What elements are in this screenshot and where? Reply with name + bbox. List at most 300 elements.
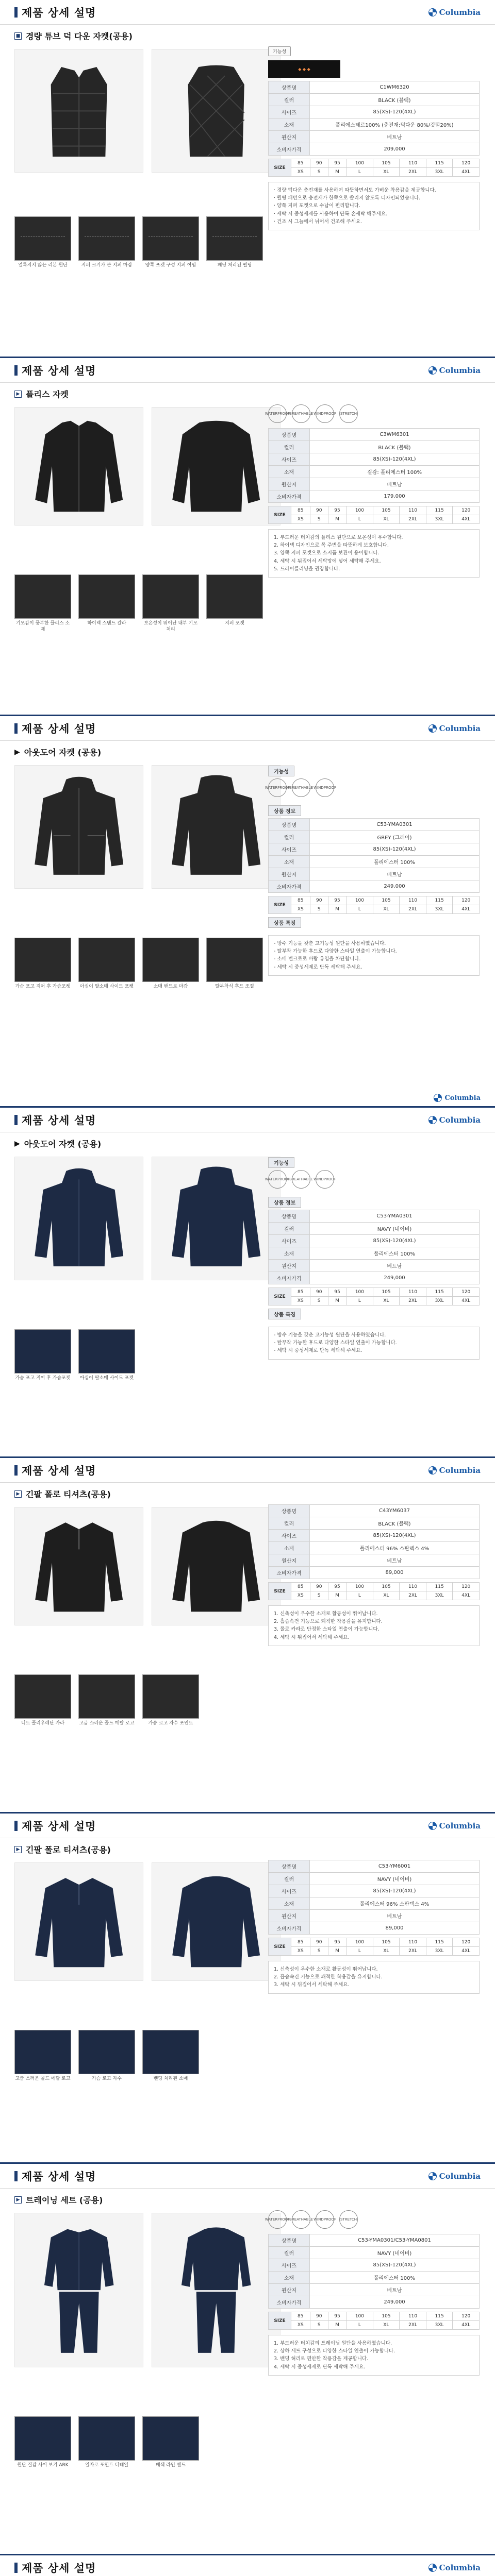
product-notes — [268, 1605, 480, 1646]
spec-panel — [268, 46, 480, 230]
size-label-cell: 3XL — [426, 515, 453, 524]
size-label-cell: M — [328, 1591, 346, 1600]
product-section-5 — [0, 1458, 495, 1814]
size-label-cell: 4XL — [453, 515, 480, 524]
vest-back-icon — [165, 58, 267, 164]
size-label-cell: M — [328, 1297, 346, 1306]
size-cell: 90 — [310, 1938, 328, 1947]
size-label-cell: 3XL — [426, 1947, 453, 1956]
size-label-cell: XS — [291, 2321, 310, 2330]
section-header — [0, 716, 495, 741]
size-label-cell: L — [346, 1297, 373, 1306]
size-cell: 110 — [400, 1288, 426, 1297]
size-cell: 100 — [346, 506, 373, 515]
size-label: SIZE — [269, 2312, 291, 2330]
brand-logo: Columbia — [428, 8, 481, 17]
size-cell: 85 — [291, 896, 310, 905]
waterproof-icon: WATERPROOF — [268, 404, 287, 423]
size-label-cell: XL — [373, 2321, 400, 2330]
size-cell: 95 — [328, 2312, 346, 2321]
section-title: 제품 상세 설명 — [14, 2560, 96, 2575]
note-line: - 방수 기능을 갖춘 고기능성 원단을 사용하였습니다. — [274, 1332, 386, 1338]
note-line: 2. 상하 세트 구성으로 다양한 스타일 연출이 가능합니다. — [274, 2348, 395, 2354]
polo-back-icon — [165, 1516, 267, 1617]
spec-panel: 기능성 WATERPROOF BREATHABLE WINDPROOF 상품 정보 상품명 C53-YMA0301 컬러 GREY (그레이) 사이즈 85(XS)-120(4XL) 소재 폴리에스터 100% 원산지 베트남 소비자가격 249,000 SIZE 85 90 95 100 105 110 115 120 XS S M L XL 2XL 3XL 4XL 상품 특징 - 방수 기능을 갖춘 고기능성 원단을 사용하였습니다. - 탈부착 가능한 후드로 다양한 스타일 연출이 가능합니다. - 소매 벨크로로 바람 유입을 차단합니다. - 세탁 시 중성세제로 단독 세탁해 주세요. — [268, 762, 480, 976]
detail-item: 가슴 로고 자수 — [78, 2030, 135, 2082]
size-label-cell: XS — [291, 1947, 310, 1956]
size-cell: 115 — [426, 1288, 453, 1297]
title-bar-icon — [14, 2563, 18, 2573]
size-label: SIZE — [269, 159, 291, 177]
section-header — [0, 1458, 495, 1483]
fleece-back-icon — [165, 416, 267, 517]
breathable-icon: BREATHABLE — [292, 778, 310, 797]
product-details — [14, 2416, 199, 2469]
size-label-cell: 4XL — [453, 2321, 480, 2330]
size-cell: 100 — [346, 1583, 373, 1591]
feature-icons — [265, 778, 480, 797]
size-label: SIZE — [269, 1288, 291, 1306]
windproof-icon: WINDPROOF — [316, 1170, 334, 1189]
note-line: 3. 양쪽 지퍼 포켓으로 소지품 보관이 용이합니다. — [274, 550, 380, 556]
size-label-cell: XS — [291, 168, 310, 177]
size-cell: 85 — [291, 2312, 310, 2321]
product-section-2 — [0, 358, 495, 716]
detail-item: 소매 밴드로 마감 — [142, 938, 199, 990]
spec-table: 상품명 C1WM6320 컬러 BLACK (블랙) 사이즈 85(XS)-120(4XL) 소재 폴리에스테르100% (충전재:덕다운 80%/깃털20%) 원산지 베트남 소비자가격 209,000 — [268, 81, 480, 156]
size-table — [268, 896, 480, 914]
size-label-cell: L — [346, 168, 373, 177]
product-back-image — [152, 407, 280, 526]
feature-icons — [265, 2210, 480, 2229]
product-images — [14, 1157, 280, 1280]
brand-logo: Columbia — [428, 724, 481, 733]
size-cell: 100 — [346, 2312, 373, 2321]
size-label-cell: S — [310, 1591, 328, 1600]
detail-item: 기모감이 풍부한 플리스 소재 — [14, 574, 71, 633]
note-line: · 건조 시 그늘에서 뉘어서 건조해 주세요. — [274, 218, 362, 225]
note-line: 3. 세탁 시 뒤집어서 세탁해 주세요. — [274, 1982, 350, 1988]
hood-jacket-back-icon — [165, 1166, 267, 1272]
detail-item: 고급 스러운 골드 메탈 로고 — [14, 2030, 71, 2082]
product-details — [14, 574, 263, 633]
brand-logo: Columbia — [428, 2172, 481, 2181]
section-title: 제품 상세 설명 — [14, 1818, 96, 1834]
size-label-cell: XL — [373, 1947, 400, 1956]
waterproof-icon: WATERPROOF — [268, 2210, 287, 2229]
section-title: 제품 상세 설명 — [14, 721, 96, 736]
note-line: - 방수 기능을 갖춘 고기능성 원단을 사용하였습니다. — [274, 941, 386, 946]
section-header — [0, 1814, 495, 1838]
section-title: 제품 상세 설명 — [14, 363, 96, 378]
note-line: 4. 세탁 시 중성세제로 단독 세탁해 주세요. — [274, 2364, 366, 2370]
product-notes — [268, 935, 480, 976]
product-title: ▶ 아웃도어 자켓 (공용) — [14, 1139, 102, 1149]
note-line: - 탈부착 가능한 후드로 다양한 스타일 연출이 가능합니다. — [274, 948, 397, 955]
size-cell: 95 — [328, 1583, 346, 1591]
detail-item: 탈부착식 후드 조절 — [206, 938, 263, 990]
size-cell: 95 — [328, 1288, 346, 1297]
size-cell: 115 — [426, 506, 453, 515]
detail-item: 가슴 포고 지어 후 가슴포켓 — [14, 938, 71, 990]
size-label-cell: S — [310, 515, 328, 524]
size-label-cell: 2XL — [400, 1591, 426, 1600]
detail-item: 아십이 팔소매 사이드 포켓 — [78, 1329, 135, 1382]
product-section-6 — [0, 1814, 495, 2164]
size-cell: 100 — [346, 1938, 373, 1947]
size-label-cell: M — [328, 1947, 346, 1956]
title-bar-icon — [14, 2171, 18, 2181]
fleece-front-icon — [28, 416, 130, 517]
note-line: 1. 부드러운 터치감의 트레이닝 원단을 사용하였습니다. — [274, 2341, 392, 2346]
product-title: ▶ 긴팔 폴로 티셔츠(공용) — [0, 1483, 495, 1500]
section-header — [0, 0, 495, 25]
tracksuit-back-icon — [165, 2224, 267, 2356]
size-cell: 115 — [426, 896, 453, 905]
size-cell: 100 — [346, 896, 373, 905]
note-line: · 퀼팅 패턴으로 충전재가 한쪽으로 쏠리지 않도록 디자인되었습니다. — [274, 195, 421, 201]
spec-table: 상품명 C43YM6037 컬러 BLACK (블랙) 사이즈 85(XS)-120(4XL) 소재 폴리에스터 96% 스판덱스 4% 원산지 베트남 소비자가격 89,000 — [268, 1504, 480, 1579]
brand-mark-icon — [428, 366, 437, 375]
size-label-cell: L — [346, 1591, 373, 1600]
play-icon: ▶ — [14, 391, 22, 398]
size-cell: 115 — [426, 159, 453, 168]
size-cell: 120 — [453, 1288, 480, 1297]
play-icon: ▶ — [14, 1490, 22, 1498]
product-back-image — [152, 765, 280, 889]
detail-item: 패딩 처리된 퀼팅 — [206, 216, 263, 269]
polo-front-icon — [28, 1871, 130, 1972]
size-label-cell: 3XL — [426, 1591, 453, 1600]
product-details — [14, 1674, 199, 1727]
size-cell: 100 — [346, 1288, 373, 1297]
spec-panel — [265, 2210, 480, 2376]
size-label-cell: XS — [291, 905, 310, 914]
product-section-8 — [0, 2555, 495, 2576]
size-label-cell: 3XL — [426, 2321, 453, 2330]
product-section-3 — [0, 716, 495, 1108]
size-cell: 90 — [310, 1288, 328, 1297]
size-cell: 95 — [328, 1938, 346, 1947]
product-title: ■ 경량 튜브 덕 다운 자켓(공용) — [0, 25, 495, 42]
size-cell: 85 — [291, 506, 310, 515]
size-cell: 110 — [400, 1583, 426, 1591]
note-line: - 세탁 시 중성세제로 단독 세탁해 주세요. — [274, 964, 362, 970]
size-label-cell: 2XL — [400, 1297, 426, 1306]
size-table — [268, 2312, 480, 2330]
size-cell: 110 — [400, 1938, 426, 1947]
product-title: ▶ 트레이닝 세트 (공용) — [0, 2189, 495, 2206]
size-cell: 105 — [373, 1938, 400, 1947]
product-title: ▶ 아웃도어 자켓 (공용) — [14, 748, 102, 757]
title-bar-icon — [14, 7, 18, 18]
product-details — [14, 2030, 199, 2082]
windproof-icon: WINDPROOF — [316, 2210, 334, 2229]
note-line: 2. 하이넥 디자인으로 목 주변을 따뜻하게 보호합니다. — [274, 543, 389, 549]
product-section-4 — [0, 1108, 495, 1458]
size-cell: 120 — [453, 896, 480, 905]
brand-mark-icon — [428, 1822, 437, 1830]
brand-logo: Columbia — [428, 1821, 481, 1831]
size-cell: 90 — [310, 506, 328, 515]
size-label-cell: 2XL — [400, 2321, 426, 2330]
section-title: 제품 상세 설명 — [14, 1463, 96, 1478]
size-label-cell: XS — [291, 1297, 310, 1306]
brand-mark-icon — [428, 1466, 437, 1475]
section-title: 제품 상세 설명 — [14, 5, 96, 20]
triangle-icon: ▶ — [14, 1139, 20, 1148]
size-cell: 85 — [291, 1583, 310, 1591]
size-cell: 120 — [453, 159, 480, 168]
product-images — [14, 49, 280, 173]
note-line: 2. 흡습속건 기능으로 쾌적한 착용감을 유지합니다. — [274, 1619, 383, 1625]
feature-icons — [265, 1170, 480, 1189]
size-label: SIZE — [269, 1938, 291, 1956]
size-cell: 90 — [310, 159, 328, 168]
waterproof-icon: WATERPROOF — [268, 1170, 287, 1189]
detail-item: 얼룩지지 않는 리본 원단 — [14, 216, 71, 269]
product-front-image — [14, 2213, 143, 2367]
detail-item: 아십이 팔소매 사이드 포켓 — [78, 938, 135, 990]
feature-badge-icon: ◆ ◆ ◆ — [268, 60, 340, 78]
detail-item: 밴딩 처리된 소매 — [142, 2030, 199, 2082]
detail-item: 지퍼 포켓 — [206, 574, 263, 633]
size-label-cell: 3XL — [426, 905, 453, 914]
section-header — [0, 358, 495, 383]
brand-logo: Columbia — [428, 1115, 481, 1125]
size-cell: 105 — [373, 1583, 400, 1591]
size-cell: 115 — [426, 1938, 453, 1947]
section-header — [0, 2555, 495, 2576]
size-label-cell: 3XL — [426, 1297, 453, 1306]
size-label-cell: 4XL — [453, 168, 480, 177]
size-label-cell: S — [310, 2321, 328, 2330]
size-cell: 110 — [400, 506, 426, 515]
brand-mark-icon — [428, 8, 437, 16]
size-label-cell: M — [328, 168, 346, 177]
size-label: SIZE — [269, 506, 291, 524]
product-images — [14, 407, 280, 526]
size-label-cell: S — [310, 1947, 328, 1956]
product-front-image — [14, 407, 143, 526]
note-line: 1. 신축성이 우수한 소재로 활동성이 뛰어납니다. — [274, 1611, 378, 1617]
title-bar-icon — [14, 1821, 18, 1831]
product-front-image — [14, 1157, 143, 1280]
note-line: 4. 세탁 시 뒤집어서 세탁해 주세요. — [274, 1634, 350, 1640]
title-bar-icon — [14, 1465, 18, 1476]
size-label-cell: S — [310, 905, 328, 914]
size-label: SIZE — [269, 896, 291, 914]
size-cell: 110 — [400, 159, 426, 168]
product-front-image — [14, 49, 143, 173]
size-label-cell: 2XL — [400, 168, 426, 177]
size-cell: 105 — [373, 159, 400, 168]
section-title: 제품 상세 설명 — [14, 1112, 96, 1128]
brand-logo: Columbia — [428, 1466, 481, 1475]
product-details — [14, 1329, 135, 1382]
brand-logo: Columbia — [428, 366, 481, 375]
detail-item: 니트 폴리우레탄 카라 — [14, 1674, 71, 1727]
detail-item: 하이넥 스탠드 칼라 — [78, 574, 135, 633]
hood-jacket-back-icon — [165, 774, 267, 880]
size-cell: 100 — [346, 159, 373, 168]
spec-table: 상품명 C53-YMA0301/C53-YMA0801 컬러 NAVY (네이비) 사이즈 85(XS)-120(4XL) 소재 폴리에스터 100% 원산지 베트남 소비자가격 249,000 — [268, 2234, 480, 2309]
breathable-icon: BREATHABLE — [292, 2210, 310, 2229]
breathable-icon: BREATHABLE — [292, 404, 310, 423]
size-label-cell: XS — [291, 515, 310, 524]
polo-back-icon — [165, 1871, 267, 1972]
stretch-icon: STRETCH — [339, 2210, 358, 2229]
note-line: 4. 세탁 시 뒤집어서 세탁망에 넣어 세탁해 주세요. — [274, 558, 381, 564]
size-label-cell: 4XL — [453, 1591, 480, 1600]
detail-item: 양쪽 포켓 구성 지퍼 여밈 — [142, 216, 199, 269]
product-notes — [268, 182, 480, 230]
note-line: · 양쪽 지퍼 포켓으로 수납이 편리합니다. — [274, 203, 360, 209]
size-label-cell: 4XL — [453, 905, 480, 914]
note-line: 3. 밴딩 허리로 편안한 착용감을 제공합니다. — [274, 2356, 369, 2362]
triangle-icon: ▶ — [14, 748, 20, 756]
size-label-cell: L — [346, 515, 373, 524]
size-cell: 90 — [310, 1583, 328, 1591]
product-title: ▶ 긴팔 폴로 티셔츠(공용) — [0, 1838, 495, 1855]
size-label-cell: 2XL — [400, 1947, 426, 1956]
product-title: ▶ 플리스 자켓 — [0, 383, 495, 400]
detail-item: 보온성이 뛰어난 내부 기모 처리 — [142, 574, 199, 633]
spec-table: 상품명 C53-YMA0301 컬러 GREY (그레이) 사이즈 85(XS)-120(4XL) 소재 폴리에스터 100% 원산지 베트남 소비자가격 249,000 — [268, 818, 480, 893]
title-bar-icon — [14, 1115, 18, 1125]
note-line: - 탈부착 가능한 후드로 다양한 스타일 연출이 가능합니다. — [274, 1340, 397, 1346]
size-label-cell: XL — [373, 905, 400, 914]
vest-front-icon — [28, 58, 130, 164]
size-cell: 95 — [328, 506, 346, 515]
size-cell: 105 — [373, 896, 400, 905]
product-images — [14, 765, 280, 889]
note-line: 1. 부드러운 터치감의 플리스 원단으로 보온성이 우수합니다. — [274, 535, 403, 540]
polo-front-icon — [28, 1516, 130, 1617]
size-label-cell: L — [346, 2321, 373, 2330]
feature-icons — [265, 404, 480, 423]
product-images — [14, 1507, 280, 1625]
detail-item: 고급 스러운 골드 메탈 로고 — [78, 1674, 135, 1727]
windproof-icon: WINDPROOF — [316, 778, 334, 797]
size-label-cell: XL — [373, 1591, 400, 1600]
size-cell: 120 — [453, 506, 480, 515]
size-label-cell: 2XL — [400, 515, 426, 524]
size-cell: 85 — [291, 159, 310, 168]
size-label-cell: L — [346, 905, 373, 914]
note-line: - 소매 벨크로로 바람 유입을 차단합니다. — [274, 956, 361, 962]
product-images — [14, 1862, 280, 1981]
spec-table: 상품명 C53-YMA0301 컬러 NAVY (네이비) 사이즈 85(XS)-120(4XL) 소재 폴리에스터 100% 원산지 베트남 소비자가격 249,000 — [268, 1210, 480, 1284]
product-section-7 — [0, 2164, 495, 2555]
panel-tags: 기능성 — [268, 46, 480, 56]
size-cell: 115 — [426, 2312, 453, 2321]
detail-item: 가슴 포고 지어 후 가슴포켓 — [14, 1329, 71, 1382]
note-line: 1. 신축성이 우수한 소재로 활동성이 뛰어납니다. — [274, 1967, 378, 1972]
size-label-cell: L — [346, 1947, 373, 1956]
size-label-cell: 4XL — [453, 1947, 480, 1956]
play-icon: ▶ — [14, 1846, 22, 1853]
title-bar-icon — [14, 723, 18, 734]
section-title: 제품 상세 설명 — [14, 2168, 96, 2184]
size-table — [268, 159, 480, 177]
product-back-image — [152, 2213, 280, 2367]
product-details — [14, 216, 263, 269]
detail-item: 가슴 로고 자수 포인트 — [142, 1674, 199, 1727]
size-label-cell: XL — [373, 1297, 400, 1306]
spec-panel — [268, 1860, 480, 1994]
product-images — [14, 2213, 280, 2367]
breathable-icon: BREATHABLE — [292, 1170, 310, 1189]
product-notes — [268, 1961, 480, 1994]
stretch-icon: STRETCH — [339, 404, 358, 423]
detail-item: 배색 라인 밴드 — [142, 2416, 199, 2469]
size-cell: 85 — [291, 1288, 310, 1297]
size-label-cell: M — [328, 905, 346, 914]
windproof-icon: WINDPROOF — [316, 404, 334, 423]
size-table — [268, 1287, 480, 1306]
product-notes — [268, 1327, 480, 1360]
hood-jacket-front-icon — [28, 774, 130, 880]
size-label-cell: XL — [373, 515, 400, 524]
brand-mark-icon — [428, 1116, 437, 1124]
size-table — [268, 506, 480, 524]
size-label-cell: 4XL — [453, 1297, 480, 1306]
product-front-image — [14, 1862, 143, 1981]
spec-table: 상품명 C3WM6301 컬러 BLACK (블랙) 사이즈 85(XS)-120(4XL) 소재 겉감: 폴리에스터 100% 원산지 베트남 소비자가격 179,000 — [268, 428, 480, 503]
size-cell: 95 — [328, 159, 346, 168]
section-header — [0, 1108, 495, 1132]
detail-item: 지퍼 크기가 큰 지퍼 마감 — [78, 216, 135, 269]
spec-panel: 기능성 WATERPROOF BREATHABLE WINDPROOF 상품 정보 상품명 C53-YMA0301 컬러 NAVY (네이비) 사이즈 85(XS)-120(4XL) 소재 폴리에스터 100% 원산지 베트남 소비자가격 249,000 SIZE 85 90 95 100 105 110 115 120 XS S M L XL 2XL 3XL 4XL 상품 특징 - 방수 기능을 갖춘 고기능성 원단을 사용하였습니다. - 탈부착 가능한 후드로 다양한 스타일 연출이 가능합니다. - 세탁 시 중성세제로 단독 세탁해 주세요. — [268, 1154, 480, 1360]
brand-mark-icon — [428, 724, 437, 733]
size-cell: 90 — [310, 896, 328, 905]
size-table — [268, 1938, 480, 1956]
brand-mark-icon — [428, 2564, 437, 2572]
note-line: 3. 폴로 카라로 단정한 스타일 연출이 가능합니다. — [274, 1626, 380, 1633]
size-cell: 120 — [453, 1583, 480, 1591]
note-line: 5. 드라이클리닝을 권장합니다. — [274, 566, 340, 572]
product-notes — [268, 529, 480, 578]
size-label-cell: S — [310, 1297, 328, 1306]
spec-table: 상품명 C53-YM6001 컬러 NAVY (네이비) 사이즈 85(XS)-120(4XL) 소재 폴리에스터 96% 스판덱스 4% 원산지 베트남 소비자가격 89,000 — [268, 1860, 480, 1935]
product-front-image — [14, 765, 143, 889]
tracksuit-front-icon — [28, 2224, 130, 2356]
product-front-image — [14, 1507, 143, 1625]
size-cell: 85 — [291, 1938, 310, 1947]
size-cell: 105 — [373, 506, 400, 515]
size-cell: 115 — [426, 1583, 453, 1591]
size-label: SIZE — [269, 1583, 291, 1600]
product-back-image — [152, 1862, 280, 1981]
square-icon: ■ — [14, 32, 22, 40]
product-back-image — [152, 1507, 280, 1625]
product-details — [14, 938, 263, 990]
product-notes — [268, 2335, 480, 2376]
size-cell: 105 — [373, 1288, 400, 1297]
size-cell: 95 — [328, 896, 346, 905]
brand-logo: Columbia — [428, 2563, 481, 2572]
detail-item: 원단 질감 사이 보기 ARK — [14, 2416, 71, 2469]
size-cell: 110 — [400, 2312, 426, 2321]
title-bar-icon — [14, 365, 18, 376]
footer-logo: Columbia — [434, 1094, 481, 1102]
note-line: · 세탁 시 중성세제를 사용하여 단독 손세탁 해주세요. — [274, 211, 387, 217]
size-label-cell: XS — [291, 1591, 310, 1600]
note-line: · 경량 덕다운 충전재를 사용하여 따뜻하면서도 가벼운 착용감을 제공합니다. — [274, 188, 436, 193]
size-cell: 120 — [453, 2312, 480, 2321]
product-back-image — [152, 49, 280, 173]
